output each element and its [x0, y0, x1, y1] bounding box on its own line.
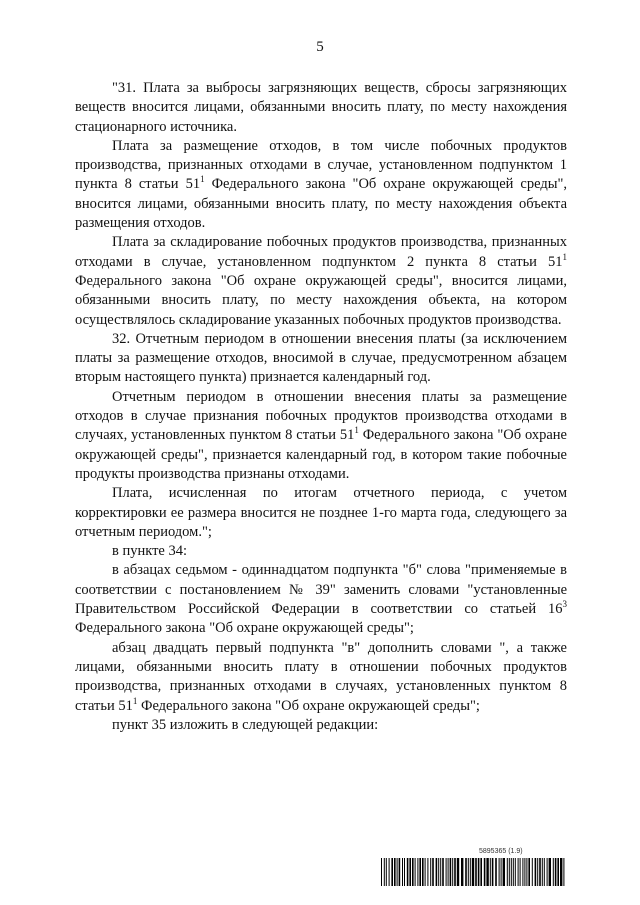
paragraph [75, 716, 567, 735]
paragraph-text: Федерального закона "Об охране окружающей среды", признается календарный год, в котором такие побочные продукты производства признаны отходами. [75, 427, 567, 482]
superscript: 1 [562, 251, 567, 262]
paragraph [75, 484, 567, 542]
paragraph-text: Плата за складирование побочных продуктов производства, признанных отходами в случае, установленном подпунктом 2 пункта 8 статьи 51 [75, 234, 567, 270]
paragraph [75, 561, 567, 638]
barcode-caption: 5895365 (1.9) [479, 848, 523, 855]
barcode-block [381, 848, 565, 888]
paragraph-text: Отчетным периодом в отношении внесения платы за размещение отходов в случае признания побочных продуктов производства отходами в случаях, установленных пунктом 8 статьи 51 [75, 388, 567, 444]
page-number: 5 [316, 39, 324, 55]
paragraph-text: Плата за размещение отходов, в том числе побочных продуктов производства, признанных отходами в случае, установленном подпунктом 1 пункта 8 статьи 51 [75, 137, 567, 193]
paragraph [75, 388, 567, 484]
paragraph-text: Федерального закона "Об охране окружающей среды", вносится лицами, обязанными вносить плату, по месту нахождения объекта размещения отходов. [75, 176, 568, 232]
superscript: 3 [562, 599, 567, 610]
document-body [75, 79, 567, 735]
paragraph [75, 330, 567, 388]
paragraph-text: пункт 35 изложить в следующей редакции: [112, 716, 379, 733]
paragraph [75, 542, 567, 561]
paragraph [75, 137, 567, 233]
paragraph-text: абзац двадцать первый подпункта "в" дополнить словами ", а также лицами, обязанными вносить плату в отношении побочных продуктов производства, признанных отходами в случаях, установленных пунктом 8 статьи 51 [75, 639, 567, 714]
paragraph-text: Федерального закона "Об охране окружающей среды"; [75, 620, 414, 637]
paragraph-text: в пункте 34: [112, 543, 188, 560]
paragraph [75, 233, 567, 329]
paragraph-text: Федерального закона "Об охране окружающей среды"; [137, 697, 480, 714]
superscript: 1 [132, 695, 138, 706]
paragraph [75, 639, 567, 716]
superscript: 1 [200, 174, 205, 185]
paragraph-text: Федерального закона "Об охране окружающей среды", вносится лицами, обязанными вносить плату, по месту нахождения объекта, на котором осуществлялось складирование указанных побочных продуктов производства. [75, 272, 567, 328]
paragraph-text: 32. Отчетным периодом в отношении внесения платы (за исключением платы за размещение отходов, вносимой в случае, предусмотренном абзацем вторым настоящего пункта) признается календарный год. [75, 330, 567, 386]
barcode-icon [381, 858, 565, 886]
superscript: 1 [354, 425, 359, 436]
paragraph-text: "31. Плата за выбросы загрязняющих веществ, сбросы загрязняющих веществ вносится лицами, обязанными вносить плату, по месту нахождения стационарного источника. [75, 80, 567, 135]
paragraph-text: в абзацах седьмом - одиннадцатом подпункта "б" слова "применяемые в соответствии с постановлением № 39" заменить словами "установленные Правительством Российской Федерации в соответствии со статьей 16 [75, 562, 567, 618]
paragraph [75, 79, 567, 137]
paragraph-text: Плата, исчисленная по итогам отчетного периода, с учетом корректировки ее размера вносится не позднее 1-го марта года, следующего за отчетным периодом."; [75, 485, 567, 540]
